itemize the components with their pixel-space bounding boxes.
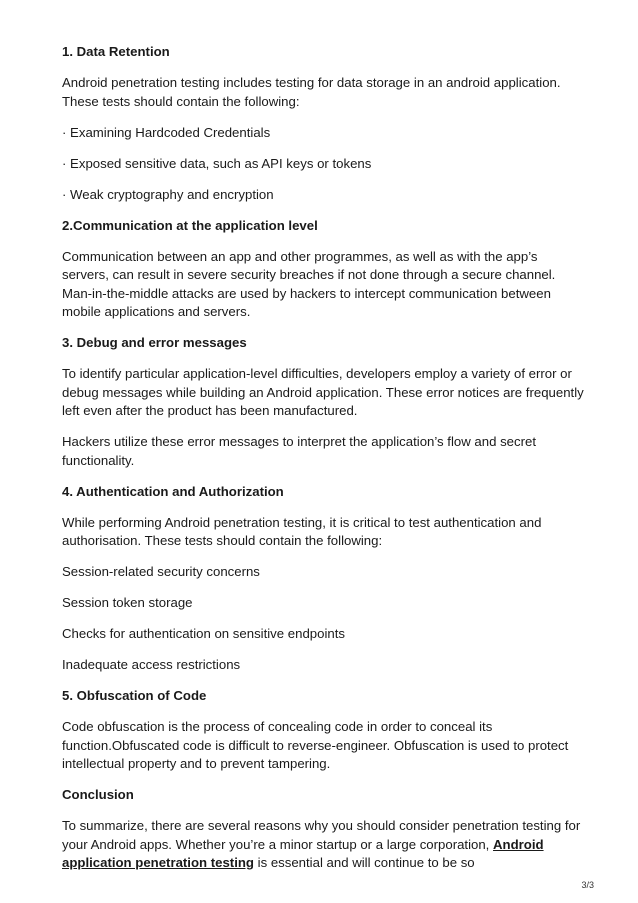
- list-item: Session-related security concerns: [62, 564, 260, 579]
- section-heading-debug-messages: 3. Debug and error messages: [62, 335, 247, 350]
- list-item: Session token storage: [62, 595, 193, 610]
- bullet-item: · Weak cryptography and encryption: [62, 186, 274, 202]
- page-number: 3/3: [581, 880, 594, 890]
- section-heading-communication: 2.Communication at the application level: [62, 217, 318, 233]
- section-heading-conclusion: Conclusion: [62, 787, 134, 802]
- list-item: Checks for authentication on sensitive endpoints: [62, 626, 345, 641]
- paragraph: While performing Android penetration testing, it is critical to test authentication and authorisation. These tests should contain the following:: [62, 514, 542, 548]
- paragraph: To identify particular application-level difficulties, developers employ a variety of error or debug messages while building an Android application. These error notices are frequently left even after the product has been manufactured.: [62, 366, 584, 418]
- bullet-item: · Exposed sensitive data, such as API keys or tokens: [62, 155, 372, 171]
- list-item: Inadequate access restrictions: [62, 657, 241, 672]
- android-pentest-link[interactable]: Android application penetration testing: [62, 836, 544, 870]
- document-body: [62, 43, 602, 885]
- section-heading-data-retention: 1. Data Retention: [62, 44, 170, 59]
- conclusion-paragraph: [62, 817, 602, 873]
- conclusion-text-before: To summarize, there are several reasons why you should consider penetration testing for your Android apps. Whether you’re a minor startup or a large corporation,: [62, 818, 581, 852]
- paragraph: Code obfuscation is the process of concealing code in order to conceal its function.Obfuscated code is difficult to reverse-engineer. Obfuscation is used to protect intellectual property and to prevent tampering.: [62, 719, 569, 771]
- paragraph: Communication between an app and other programmes, as well as with the app’s servers, can result in severe security breaches if not done through a secure channel. Man-in-the-middle attacks are used by hackers to intercept communication between mobile applications and servers.: [62, 248, 556, 319]
- section-heading-obfuscation: 5. Obfuscation of Code: [62, 688, 207, 703]
- paragraph: Android penetration testing includes testing for data storage in an android application. These tests should contain the following:: [62, 75, 561, 109]
- conclusion-text-after: is essential and will continue to be so: [253, 855, 475, 870]
- section-heading-authentication: 4. Authentication and Authorization: [62, 483, 284, 499]
- bullet-item: · Examining Hardcoded Credentials: [62, 124, 271, 140]
- paragraph: Hackers utilize these error messages to interpret the application’s flow and secret functionality.: [62, 434, 537, 468]
